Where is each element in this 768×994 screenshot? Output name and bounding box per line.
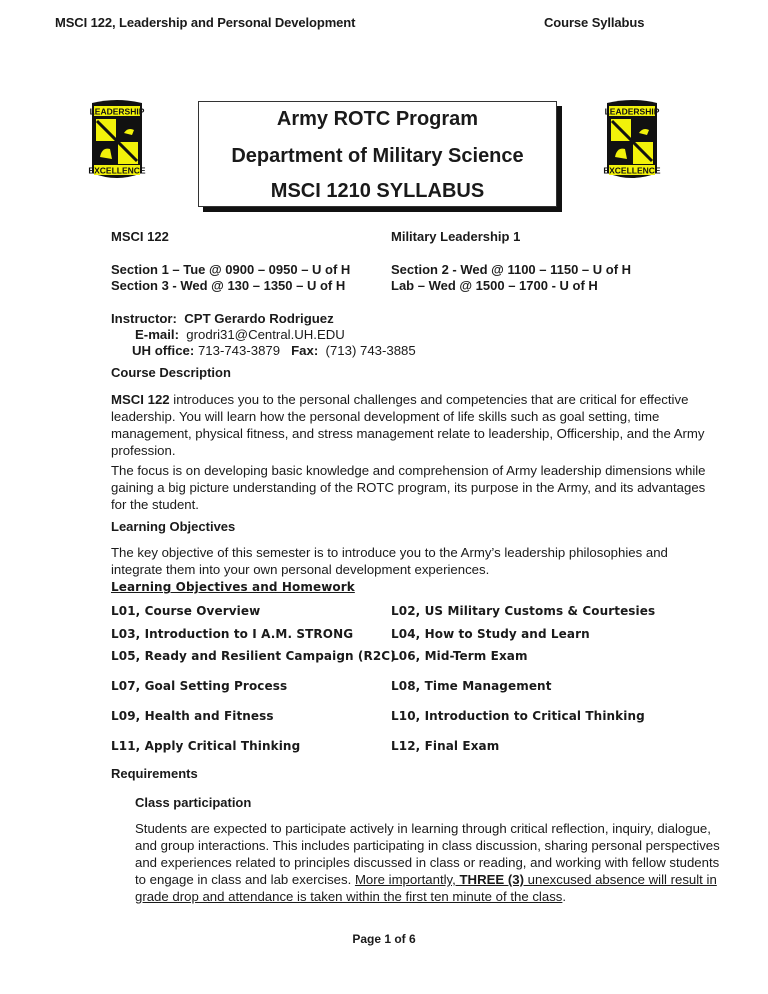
course-description-text: introduces you to the personal challenges and competencies that are critical for effective leadership. You will learn how the personal development of life skills such as goal setting, time management, physical fitness, and stress management relate to leadership, Officership, and the Army profession. [111, 392, 705, 458]
class-participation-heading: Class participation [135, 795, 252, 810]
section-3-schedule: Section 3 - Wed @ 130 – 1350 – U of H [111, 278, 346, 293]
header-course-title: MSCI 122, Leadership and Personal Development [55, 15, 356, 30]
rotc-shield-logo-right [603, 99, 661, 181]
lesson-item: L09, Health and Fitness [111, 709, 274, 723]
section-2-schedule: Section 2 - Wed @ 1100 – 1150 – U of H [391, 262, 632, 277]
shield-icon [88, 99, 146, 181]
program-title: Army ROTC Program [276, 108, 479, 130]
fax-number: (713) 743-3885 [325, 343, 416, 358]
header-doc-type: Course Syllabus [544, 15, 645, 30]
lesson-item: L05, Ready and Resilient Campaign (R2C) [111, 649, 396, 663]
lesson-item: L01, Course Overview [111, 604, 261, 618]
page-number: Page 1 of 6 [352, 932, 416, 946]
section-1-schedule: Section 1 – Tue @ 0900 – 0950 – U of H [111, 262, 351, 277]
course-description-heading: Course Description [111, 365, 231, 380]
department-title: Department of Military Science [231, 145, 524, 167]
instructor-line [111, 310, 334, 327]
lesson-item: L06, Mid-Term Exam [391, 649, 528, 663]
attendance-policy-b: unexcused absence will result in grade drop and attendance is taken within the first ten minute of the class [135, 872, 717, 904]
homework-heading: Learning Objectives and Homework [111, 580, 355, 594]
lab-schedule: Lab – Wed @ 1500 – 1700 - U of H [391, 278, 598, 293]
syllabus-title-box [198, 101, 557, 207]
office-line [132, 342, 416, 359]
fax-label: Fax: [291, 343, 319, 358]
svg-text:EXCELLENCE: EXCELLENCE [88, 165, 146, 176]
lesson-item: L02, US Military Customs & Courtesies [391, 604, 656, 618]
email-line [135, 326, 345, 343]
lesson-item: L04, How to Study and Learn [391, 627, 590, 641]
office-phone: 713-743-3879 [197, 343, 281, 358]
rotc-shield-logo-left [88, 99, 146, 181]
lesson-item: L11, Apply Critical Thinking [111, 739, 301, 753]
svg-text:LEADERSHIP: LEADERSHIP [89, 106, 145, 117]
learning-objectives-heading: Learning Objectives [111, 519, 236, 534]
office-label: UH office: [132, 343, 195, 358]
class-participation-text [135, 820, 725, 905]
course-description-p1 [111, 391, 711, 459]
lesson-item: L12, Final Exam [391, 739, 500, 753]
period: . [562, 889, 567, 904]
instructor-email[interactable]: grodri31@Central.UH.EDU [186, 327, 345, 342]
lesson-item: L10, Introduction to Critical Thinking [391, 709, 645, 723]
instructor-label: Instructor: [111, 311, 177, 326]
absence-count: THREE (3) [459, 872, 524, 887]
participation-body: Students are expected to participate actively in learning through critical reflection, inquiry, dialogue, and group interactions. This includes participating in class discussion, sharing personal perspectives and experiences related to principles discussed in class or reading, and working with fellow students to engage in class and lab exercises. [135, 821, 720, 887]
svg-text:EXCELLENCE: EXCELLENCE [603, 165, 661, 176]
lesson-item: L07, Goal Setting Process [111, 679, 288, 693]
course-code-inline: MSCI 122 [111, 392, 170, 407]
svg-text:LEADERSHIP: LEADERSHIP [604, 106, 660, 117]
requirements-heading: Requirements [111, 766, 198, 781]
instructor-name: CPT Gerardo Rodriguez [184, 311, 334, 326]
syllabus-title: MSCI 1210 SYLLABUS [270, 180, 485, 202]
learning-objectives-text: The key objective of this semester is to introduce you to the Army’s leadership philosophies and integrate them into your own personal development experiences. [111, 545, 668, 577]
shield-icon [603, 99, 661, 181]
course-description-p2: The focus is on developing basic knowledge and comprehension of Army leadership dimensions while gaining a big picture understanding of the ROTC program, its purpose in the Army, and its advantages for the student. [111, 463, 706, 512]
course-name: Military Leadership 1 [391, 229, 521, 244]
email-label: E-mail: [135, 327, 179, 342]
lesson-item: L08, Time Management [391, 679, 552, 693]
attendance-policy-a: More importantly, [354, 872, 460, 887]
lesson-item: L03, Introduction to I A.M. STRONG [111, 627, 354, 641]
course-code: MSCI 122 [111, 229, 169, 244]
